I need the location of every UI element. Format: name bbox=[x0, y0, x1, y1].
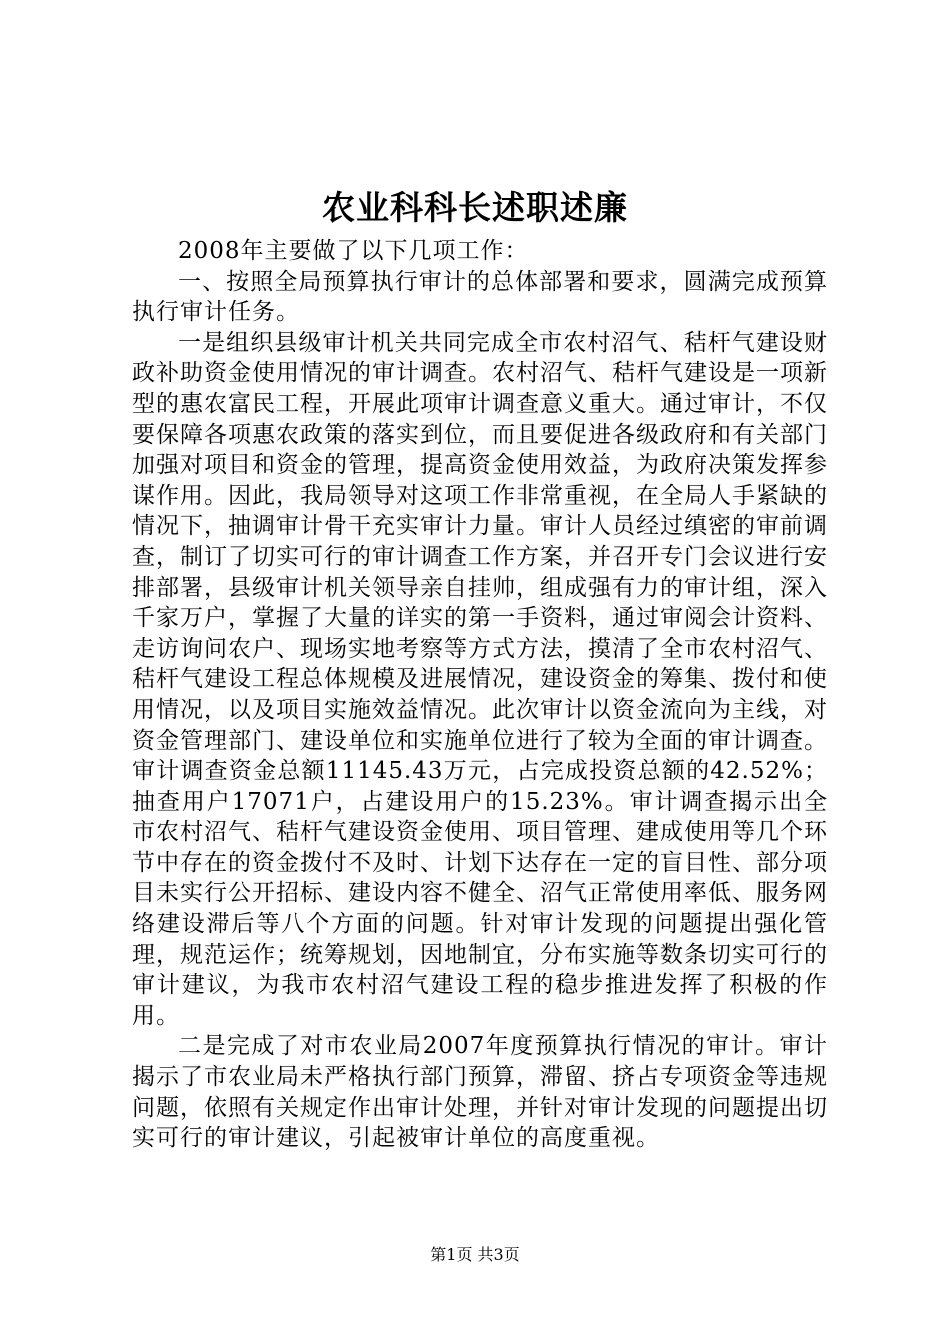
paragraph-section-one: 一、按照全局预算执行审计的总体部署和要求，圆满完成预算执行审计任务。 bbox=[132, 268, 828, 326]
document-title: 农业科科长述职述廉 bbox=[322, 188, 628, 227]
paragraph-intro: 2008年主要做了以下几项工作： bbox=[178, 238, 529, 264]
page-footer: 第1页 共3页 bbox=[430, 1245, 520, 1264]
paragraph-item-one: 一是组织县级审计机关共同完成全市农村沼气、秸杆气建设财政补助资金使用情况的审计调查。农村沼气、秸杆气建设是一项新型的惠农富民工程，开展此项审计调查意义重大。通过审计，不仅要保障各项惠农政策的落实到位，而且要促进各级政府和有关部门加强对项目和资金的管理，提高资金使用效益，为政府决策发挥参谋作用。因此，我局领导对这项工作非常重视，在全局人手紧缺的情况下，抽调审计骨干充实审计力量。审计人员经过缜密的审前调查，制订了切实可行的审计调查工作方案，并召开专门会议进行安排部署，县级审计机关领导亲自挂帅，组成强有力的审计组，深入千家万户，掌握了大量的详实的第一手资料，通过审阅会计资料、走访询问农户、现场实地考察等方式方法，摸清了全市农村沼气、秸杆气建设工程总体规模及进展情况，建设资金的筹集、拨付和使用情况，以及项目实施效益情况。此次审计以资金流向为主线，对资金管理部门、建设单位和实施单位进行了较为全面的审计调查。审计调查资金总额11145.43万元，占完成投资总额的42.52%；抽查用户17071户，占建设用户的15.23%。审计调查揭示出全市农村沼气、秸杆气建设资金使用、项目管理、建成使用等几个环节中存在的资金拨付不及时、计划下达存在一定的盲目性、部分项目未实行公开招标、建设内容不健全、沼气正常使用率低、服务网络建设滞后等八个方面的问题。针对审计发现的问题提出强化管理，规范运作；统筹规划，因地制宜，分布实施等数条切实可行的审计建议，为我市农村沼气建设工程的稳步推进发挥了积极的作用。 bbox=[132, 329, 828, 1029]
paragraph-item-two: 二是完成了对市农业局2007年度预算执行情况的审计。审计揭示了市农业局未严格执行部门预算，滞留、挤占专项资金等违规问题，依照有关规定作出审计处理，并针对审计发现的问题提出切实可行的审计建议，引起被审计单位的高度重视。 bbox=[132, 1033, 828, 1152]
document-body bbox=[132, 236, 828, 1154]
